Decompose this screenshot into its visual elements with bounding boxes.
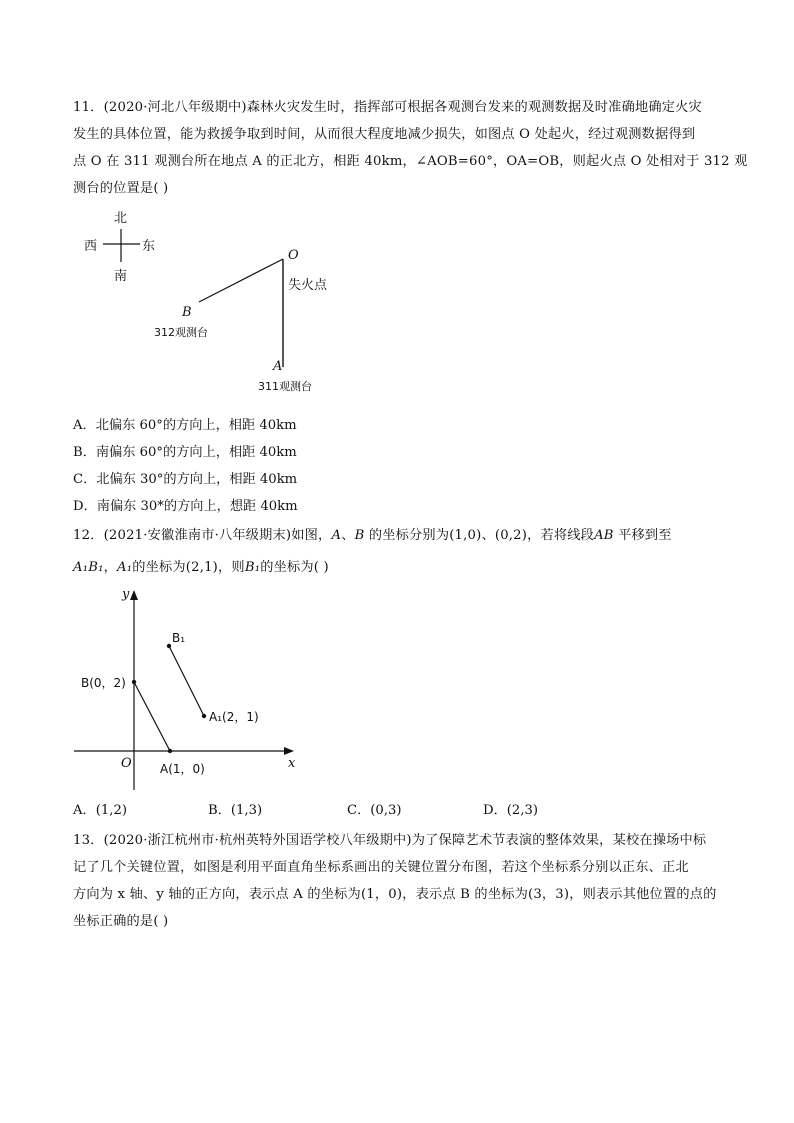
- q12-intro: 12．(2021·安徽淮南市·八年级期末)如图，: [73, 528, 332, 543]
- q12-option-b: B．(1,3): [208, 803, 263, 818]
- q12-coord-B: (0,2): [494, 528, 528, 543]
- q12-point-B: B: [354, 528, 365, 543]
- compass-west: 西: [84, 239, 98, 254]
- q13-line-1: 13．(2020·浙江杭州市·杭州英特外国语学校八年级期中)为了保障艺术节表演的整体效果，某校在操场中标: [73, 833, 707, 848]
- q12-segment-A1B1: A₁B₁: [73, 560, 104, 575]
- compass-south: 南: [114, 269, 128, 284]
- q13-line-4: 坐标正确的是( ): [73, 914, 169, 929]
- q11-line-2: 发生的具体位置，能为救援争取到时间，从而很大程度地减少损失，如图点 O 处起火，经过观测数据得到: [73, 127, 696, 142]
- q12-post: ，若将线段: [527, 528, 595, 543]
- point-O-label: O: [288, 248, 299, 263]
- q12-post2: ，则: [218, 560, 245, 575]
- y-axis-label: y: [122, 587, 130, 602]
- q12-line-1: [73, 524, 672, 543]
- segment-OB: [199, 259, 283, 302]
- point-B1-dot: [167, 644, 171, 648]
- q12-point-B1: B₁: [244, 560, 261, 575]
- fire-point-label: 失火点: [288, 278, 328, 293]
- q11-line-3: 点 O 在 311 观测台所在地点 A 的正北方，相距 40km，∠AOB=60°，OA=OB，则起火点 O 处相对于 312 观: [73, 154, 748, 169]
- q13-line-3: 方向为 x 轴、y 轴的正方向，表示点 A 的坐标为(1，0)，表示点 B 的坐标为(3，3)，则表示其他位置的点的: [73, 887, 717, 902]
- x-axis-label: x: [288, 756, 296, 771]
- point-A1-coord-label: A₁(2，1): [209, 710, 259, 724]
- q12-end2: 的坐标为( ): [260, 560, 329, 575]
- q11-line-4: 测台的位置是( ): [73, 181, 169, 196]
- q12-sep: 、: [341, 528, 355, 543]
- compass-north: 北: [114, 211, 128, 226]
- q11-option-d: D．南偏东 30*的方向上，想距 40km: [73, 499, 298, 514]
- y-axis-arrow-icon: [130, 590, 138, 600]
- segment-AB: [134, 682, 170, 751]
- point-B-dot: [132, 680, 136, 684]
- point-B1-label: B₁: [172, 631, 186, 645]
- q12-point-A1: A₁: [116, 560, 133, 575]
- segment-A1B1: [169, 646, 204, 716]
- q12-option-a: A．(1,2): [73, 803, 127, 818]
- q12-sep2: 、: [481, 528, 495, 543]
- point-A1-dot: [202, 714, 206, 718]
- q11-option-b: B．南偏东 60°的方向上，相距 40km: [73, 445, 297, 460]
- q12-point-A: A: [331, 528, 342, 543]
- q12-end: 平移到至: [613, 528, 672, 543]
- station-311-caption: 311观测台: [258, 380, 312, 393]
- q11-option-a: A．北偏东 60°的方向上，相距 40km: [73, 418, 297, 433]
- q11-line-1: 11．(2020·河北八年级期中)森林火灾发生时，指挥部可根据各观测台发来的观测数据及时准确地确定火灾: [73, 100, 702, 115]
- q12-line-2: [73, 556, 329, 575]
- point-B-coord-label: B(0，2): [81, 676, 126, 690]
- q13-line-2: 记了几个关键位置，如图是利用平面直角坐标系画出的关键位置分布图，若这个坐标系分别以正东、正北: [73, 860, 689, 875]
- point-A-label: A: [273, 359, 283, 374]
- q12-coord-A1: (2,1): [185, 560, 219, 575]
- origin-label: O: [121, 756, 132, 771]
- q12-comma: ，: [103, 560, 117, 575]
- q12-coord-A: (1,0): [449, 528, 482, 543]
- coordinate-axes: [74, 590, 294, 790]
- q12-segment-AB: AB: [594, 528, 614, 543]
- point-A-dot: [168, 749, 172, 753]
- station-312-caption: 312观测台: [154, 326, 208, 339]
- compass-rose: [84, 211, 155, 284]
- q11-option-c: C．北偏东 30°的方向上，相距 40km: [73, 472, 298, 487]
- point-B-label: B: [182, 305, 192, 320]
- q12-option-d: D．(2,3): [483, 803, 539, 818]
- compass-east: 东: [142, 239, 156, 254]
- q12-mid2: 的坐标为: [132, 560, 186, 575]
- point-A-coord-label: A(1，0): [160, 762, 205, 776]
- q12-mid: 的坐标分别为: [364, 528, 450, 543]
- q12-option-c: C．(0,3): [347, 803, 402, 818]
- x-axis-arrow-icon: [284, 747, 294, 755]
